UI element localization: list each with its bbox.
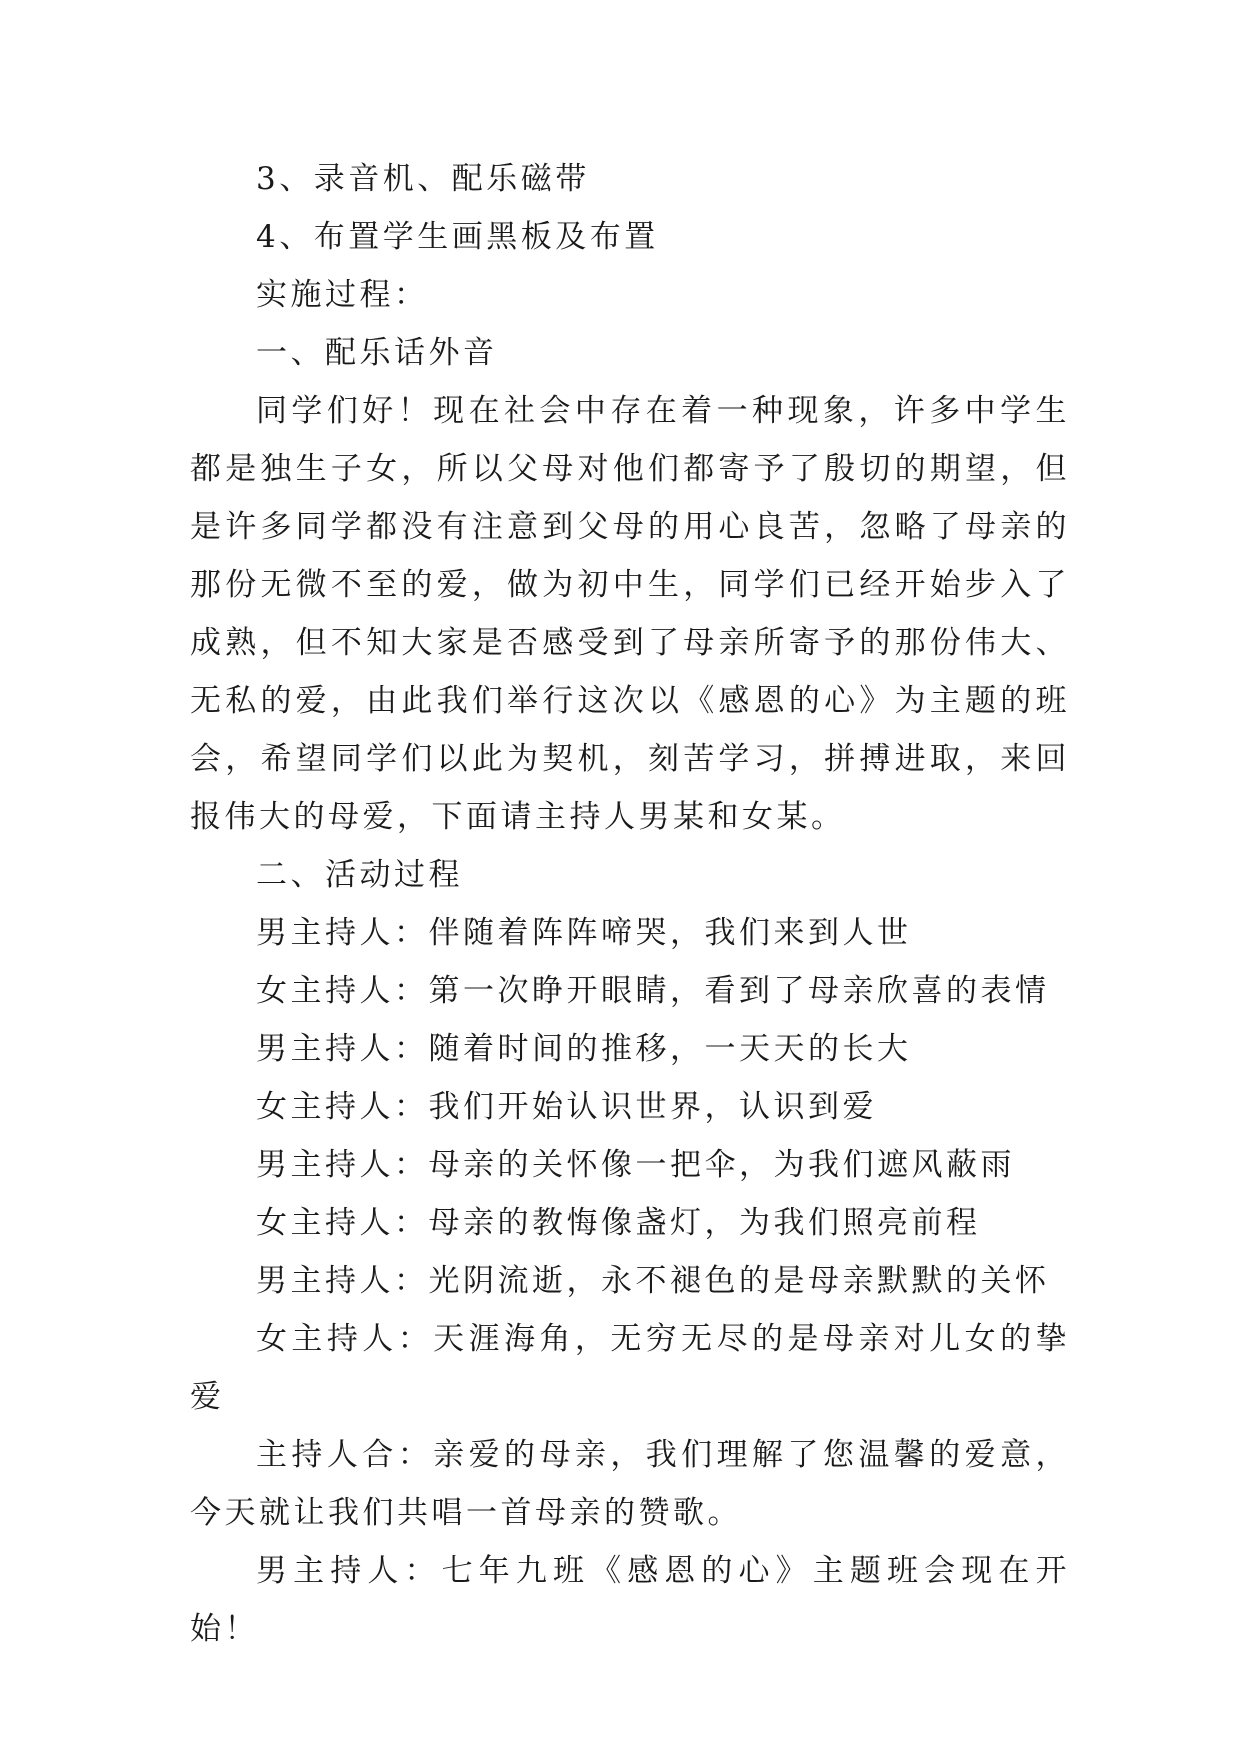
dialogue-line: 主持人合：亲爱的母亲，我们理解了您温馨的爱意，今天就让我们共唱一首母亲的赞歌。 [190,1437,1070,1531]
section-heading-process: 实施过程： [256,277,429,313]
subsection-heading-activity: 二、活动过程 [256,857,463,893]
dialogue-line: 女主持人：我们开始认识世界，认识到爱 [256,1089,877,1125]
dialogue-line: 男主持人：母亲的关怀像一把伞，为我们遮风蔽雨 [256,1147,1015,1183]
dialogue-line: 女主持人：第一次睁开眼睛，看到了母亲欣喜的表情 [256,973,1050,1009]
dialogue-line: 女主持人：母亲的教悔像盏灯，为我们照亮前程 [256,1205,981,1241]
dialogue-line: 男主持人：随着时间的推移，一天天的长大 [256,1031,912,1067]
document-body [190,150,1070,1658]
list-item-materials-4: 4、布置学生画黑板及布置 [256,219,659,255]
list-item-materials-3: 3、录音机、配乐磁带 [256,161,590,197]
dialogue-line: 男主持人：伴随着阵阵啼哭，我们来到人世 [256,915,912,951]
voiceover-paragraph: 同学们好！现在社会中存在着一种现象，许多中学生都是独生子女，所以父母对他们都寄予了殷切的期望，但是许多同学都没有注意到父母的用心良苦，忽略了母亲的那份无微不至的爱，做为初中生，同学们已经开始步入了成熟，但不知大家是否感受到了母亲所寄予的那份伟大、无私的爱，由此我们举行这次以《感恩的心》为主题的班会，希望同学们以此为契机，刻苦学习，拼搏进取，来回报伟大的母爱，下面请主持人男某和女某。 [190,393,1070,835]
dialogue-line: 男主持人：七年九班《感恩的心》主题班会现在开始！ [190,1553,1070,1647]
dialogue-line: 男主持人：光阴流逝，永不褪色的是母亲默默的关怀 [256,1263,1050,1299]
dialogue-line: 女主持人：天涯海角，无穷无尽的是母亲对儿女的挚爱 [190,1321,1070,1415]
subsection-heading-voiceover: 一、配乐话外音 [256,335,498,371]
